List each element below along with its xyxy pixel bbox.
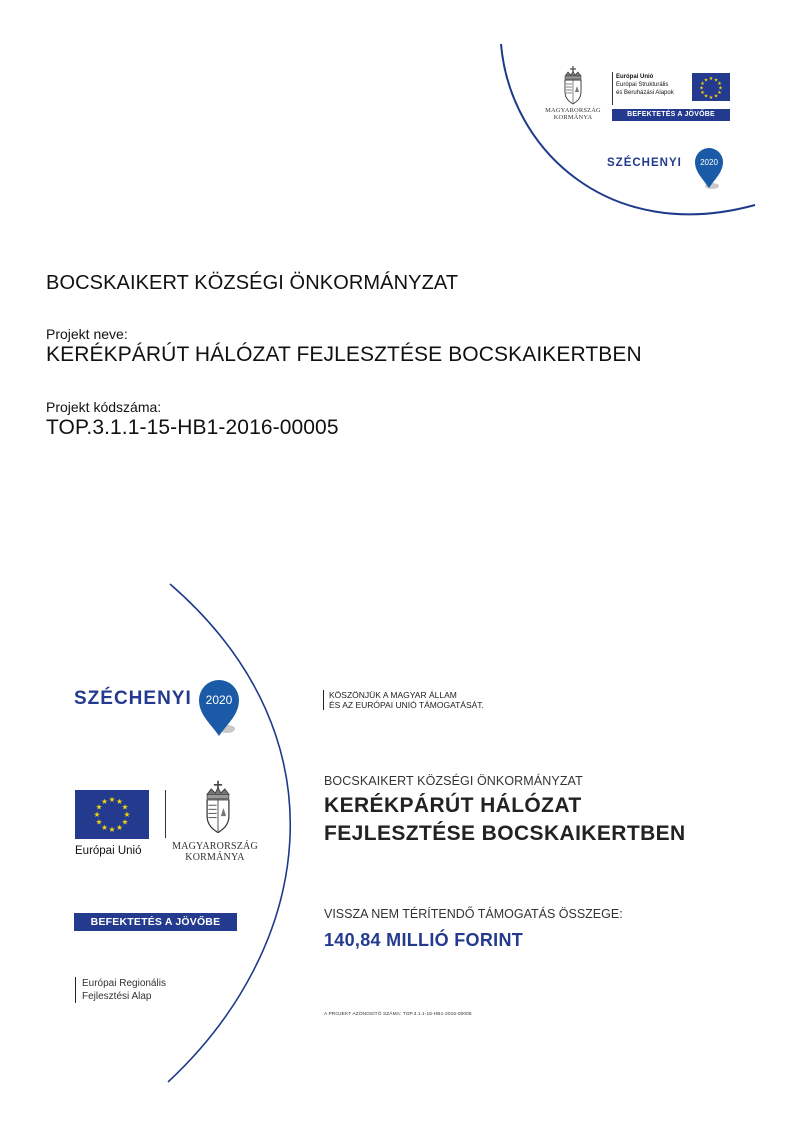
svg-text:★: ★ bbox=[700, 90, 705, 96]
poster-hungarian-crest-icon bbox=[203, 780, 233, 836]
svg-text:★: ★ bbox=[95, 802, 103, 812]
poster-project-line2: FEJLESZTÉSE BOCSKAIKERTBEN bbox=[324, 822, 686, 845]
eu-flag-icon bbox=[692, 73, 730, 101]
project-code: TOP.3.1.1-15-HB1-2016-00005 bbox=[46, 416, 339, 439]
poster-thanks bbox=[323, 690, 484, 710]
poster-thanks-line1: KÖSZÖNJÜK A MAGYAR ÁLLAM bbox=[329, 690, 457, 700]
svg-text:★: ★ bbox=[703, 77, 709, 84]
poster-fund-name bbox=[75, 977, 166, 1003]
svg-text:★: ★ bbox=[713, 77, 719, 84]
poster-fund-line2: Fejlesztési Alap bbox=[82, 991, 152, 1002]
svg-text:★: ★ bbox=[123, 810, 131, 819]
svg-text:★: ★ bbox=[717, 90, 722, 96]
svg-text:★: ★ bbox=[703, 93, 709, 100]
header-map-pin-icon bbox=[693, 146, 725, 190]
svg-text:★: ★ bbox=[116, 823, 123, 832]
poster-fund-line1: Európai Regionális bbox=[82, 978, 166, 989]
organization-heading: BOCSKAIKERT KÖZSÉGI ÖNKORMÁNYZAT bbox=[46, 272, 459, 294]
project-code-label: Projekt kódszáma: bbox=[46, 399, 162, 415]
svg-text:★: ★ bbox=[699, 85, 704, 92]
header-pin-year: 2020 bbox=[700, 158, 718, 167]
poster-gov-line2: KORMÁNYA bbox=[185, 851, 245, 863]
svg-text:★: ★ bbox=[717, 81, 722, 87]
project-name-label: Projekt neve: bbox=[46, 326, 128, 342]
svg-text:★: ★ bbox=[121, 802, 129, 812]
poster-project-id: A PROJEKT AZONOSÍTÓ SZÁMA: TOP.3.1.1-15-HB1-2016-00005 bbox=[324, 1012, 472, 1017]
poster-eu-label: Európai Unió bbox=[75, 845, 142, 857]
hungarian-crest-icon bbox=[562, 66, 584, 106]
poster-befektetes-badge: BEFEKTETÉS A JÖVŐBE bbox=[74, 913, 237, 931]
poster-map-pin-icon bbox=[197, 672, 239, 740]
poster-divider bbox=[165, 790, 166, 838]
poster-pin-year: 2020 bbox=[205, 693, 233, 707]
header-befektetes-badge: BEFEKTETÉS A JÖVŐBE bbox=[612, 109, 730, 121]
svg-text:★: ★ bbox=[108, 795, 116, 804]
poster-support-amount: 140,84 MILLIÓ FORINT bbox=[324, 930, 524, 950]
svg-text:★: ★ bbox=[95, 817, 103, 827]
svg-text:★: ★ bbox=[101, 797, 108, 806]
header-gov-line2: KORMÁNYA bbox=[553, 113, 593, 121]
header-eu-line1: Európai Unió bbox=[616, 74, 654, 80]
header-szechenyi-label: SZÉCHENYI bbox=[607, 157, 682, 169]
svg-text:★: ★ bbox=[121, 817, 129, 827]
poster-thanks-line2: ÉS AZ EURÓPAI UNIÓ TÁMOGATÁSÁT. bbox=[329, 700, 484, 710]
header-divider bbox=[612, 72, 613, 105]
poster-project-title bbox=[324, 792, 686, 848]
svg-text:★: ★ bbox=[108, 825, 116, 834]
svg-text:★: ★ bbox=[116, 797, 123, 806]
svg-text:★: ★ bbox=[713, 93, 719, 100]
poster-eu-flag-icon bbox=[75, 790, 149, 839]
header-eu-line2: Európai Strukturális bbox=[616, 81, 669, 88]
svg-text:★: ★ bbox=[93, 810, 101, 819]
svg-text:★: ★ bbox=[700, 81, 705, 87]
svg-text:★: ★ bbox=[708, 95, 714, 101]
svg-text:★: ★ bbox=[101, 823, 108, 832]
project-name: KERÉKPÁRÚT HÁLÓZAT FEJLESZTÉSE BOCSKAIKERTBEN bbox=[46, 343, 642, 366]
svg-text:★: ★ bbox=[708, 76, 714, 82]
header-gov-line1: MAGYARORSZÁG bbox=[545, 107, 601, 114]
poster-gov-line1: MAGYARORSZÁG bbox=[172, 841, 258, 852]
poster-szechenyi-label: SZÉCHENYI bbox=[74, 688, 192, 709]
poster-organization: BOCSKAIKERT KÖZSÉGI ÖNKORMÁNYZAT bbox=[324, 774, 583, 788]
header-eu-line3: és Beruházási Alapok bbox=[616, 89, 674, 96]
poster-project-line1: KERÉKPÁRÚT HÁLÓZAT bbox=[324, 794, 582, 817]
svg-text:★: ★ bbox=[718, 85, 723, 92]
poster-support-label: VISSZA NEM TÉRÍTENDŐ TÁMOGATÁS ÖSSZEGE: bbox=[324, 907, 623, 921]
